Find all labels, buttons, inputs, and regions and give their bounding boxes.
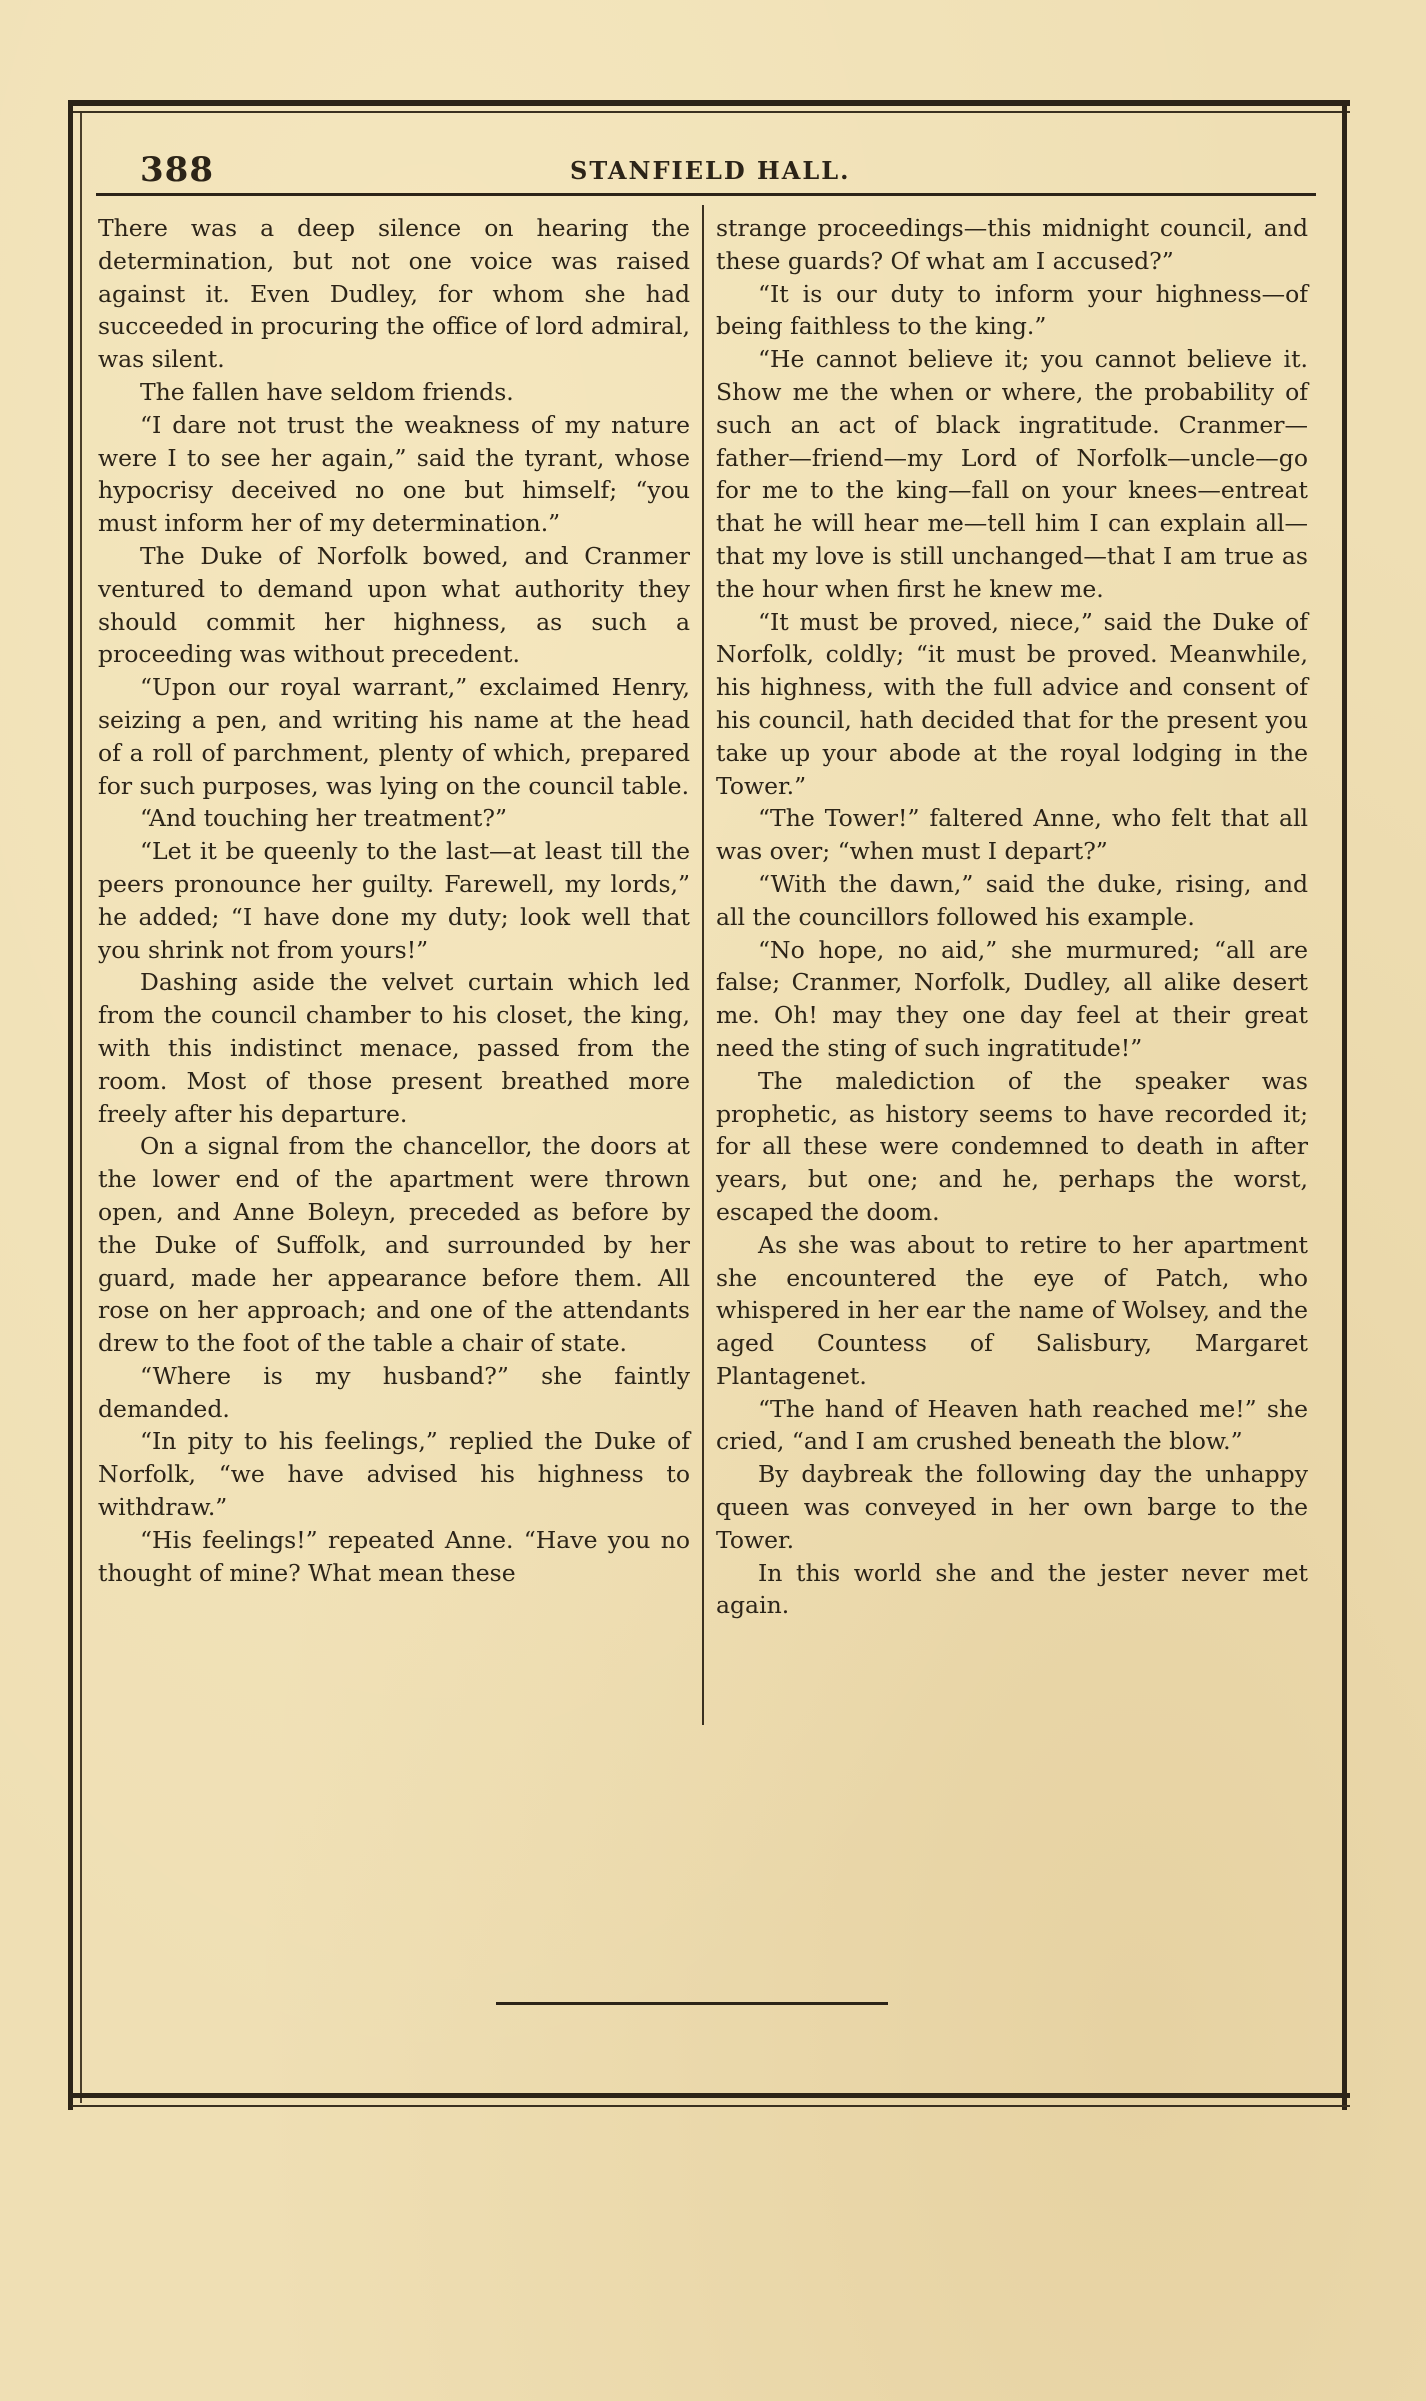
paragraph: The Duke of Norfolk bowed, and Cranmer ventured to demand upon what authority they should commit her highness, as such a proceeding was without precedent.: [98, 541, 690, 669]
frame-bottom-rule: [68, 2093, 1350, 2098]
paragraph: By daybreak the following day the unhappy queen was conveyed in her own barge to the Tower.: [716, 1460, 1308, 1554]
paragraph: As she was about to retire to her apartment she encountered the eye of Patch, who whispered in her ear the name of Wolsey, and the aged Countess of Salisbury, Margaret Plantagenet.: [716, 1230, 1308, 1390]
frame-top-thin-rule: [72, 111, 1350, 113]
right-column: [716, 212, 1308, 1622]
paragraph: The fallen have seldom friends.: [140, 377, 514, 406]
frame-top-rule: [68, 100, 1350, 106]
paragraph: “Let it be queenly to the last—at least till the peers pronounce her guilty. Farewell, my lords,” he added; “I have done my duty; look well that you shrink not from yours!”: [98, 837, 690, 964]
page-number: 388: [140, 150, 214, 190]
frame-bottom-thin-rule: [72, 2105, 1350, 2107]
paragraph: “He cannot believe it; you cannot believe it. Show me the when or where, the probability of such an act of black ingratitude. Cranmer—father—friend—my Lord of Norfolk—uncle—go for me to the king—fall on your knees—entreat that he will hear me—tell him I can explain all—that my love is still unchanged—that I am true as the hour when first he knew me.: [716, 345, 1308, 603]
paragraph: There was a deep silence on hearing the determination, but not one voice was raised against it. Even Dudley, for whom she had succeeded in procuring the office of lord admiral, was silent.: [98, 214, 690, 374]
paragraph: “It must be proved, niece,” said the Duke of Norfolk, coldly; “it must be proved. Meanwhile, his highness, with the full advice and consent of his council, hath decided that for the present you take up your abode at the royal lodging in the Tower.”: [716, 607, 1308, 800]
paragraph: “I dare not trust the weakness of my nature were I to see her again,” said the tyrant, whose hypocrisy deceived no one but himself; “you must inform her of my determination.”: [98, 410, 690, 538]
end-rule: [496, 2002, 888, 2005]
paragraph: “The hand of Heaven hath reached me!” she cried, “and I am crushed beneath the blow.”: [716, 1394, 1308, 1456]
paragraph: “With the dawn,” said the duke, rising, and all the councillors followed his example.: [716, 869, 1308, 931]
paragraph: “Where is my husband?” she faintly demanded.: [98, 1361, 690, 1423]
column-divider: [702, 205, 704, 1725]
paragraph: In this world she and the jester never met again.: [716, 1558, 1308, 1620]
frame-left-rule: [68, 100, 73, 2110]
paragraph: “And touching her treatment?”: [140, 804, 507, 833]
paragraph: “No hope, no aid,” she murmured; “all are false; Cranmer, Norfolk, Dudley, all alike desert me. Oh! may they one day feel at their great need the sting of such ingratitude!”: [716, 935, 1308, 1062]
paragraph: Dashing aside the velvet curtain which led from the council chamber to his closet, the king, with this indistinct menace, passed from the room. Most of those present breathed more freely after his departure.: [98, 968, 690, 1128]
header-rule: [96, 193, 1316, 196]
paragraph: “In pity to his feelings,” replied the Duke of Norfolk, “we have advised his highness to withdraw.”: [98, 1427, 690, 1522]
left-column: [98, 212, 690, 1589]
paragraph: strange proceedings—this midnight council, and these guards? Of what am I accused?”: [716, 214, 1308, 275]
paragraph: “His feelings!” repeated Anne. “Have you no thought of mine? What mean these: [98, 1525, 690, 1587]
paragraph: “It is our duty to inform your highness—of being faithless to the king.”: [716, 279, 1308, 341]
paragraph: On a signal from the chancellor, the doors at the lower end of the apartment were thrown open, and Anne Boleyn, preceded as before by the Duke of Suffolk, and surrounded by her guard, made her appearance before them. All rose on her approach; and one of the attendants drew to the foot of the table a chair of state.: [98, 1132, 690, 1358]
frame-right-rule: [1342, 100, 1347, 2110]
paragraph: “Upon our royal warrant,” exclaimed Henry, seizing a pen, and writing his name at the head of a roll of parchment, plenty of which, prepared for such purposes, was lying on the council table.: [98, 673, 690, 800]
paragraph: “The Tower!” faltered Anne, who felt that all was over; “when must I depart?”: [716, 804, 1308, 866]
paragraph: The malediction of the speaker was prophetic, as history seems to have recorded it; for all these were condemned to death in after years, but one; and he, perhaps the worst, escaped the doom.: [716, 1066, 1308, 1226]
running-title: STANFIELD HALL.: [570, 156, 851, 185]
frame-left-thin-rule: [80, 113, 82, 2103]
